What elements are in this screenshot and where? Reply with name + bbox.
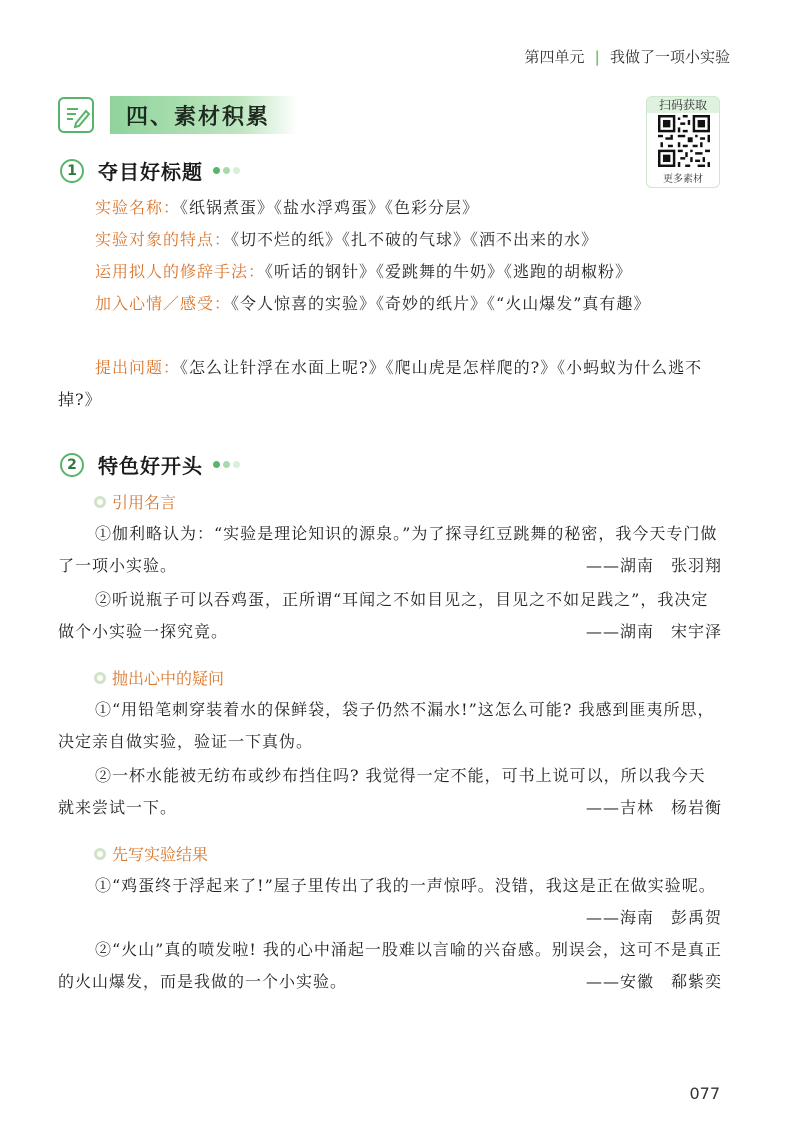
example-text: ②听说瓶子可以吞鸡蛋，正所谓“耳闻之不如目见之，目见之不如足践之”，我决定做个小实验一探究竟。 — [58, 590, 709, 641]
title-row — [58, 288, 722, 320]
number-badge: 2 — [60, 453, 84, 477]
subhead-openings — [60, 450, 240, 479]
attribution: ——湖南 张羽翔 — [585, 556, 722, 575]
example-paragraph — [58, 870, 722, 934]
row-text: 《切不烂的纸》《扎不破的气球》《洒不出来的水》 — [231, 230, 599, 249]
example-paragraph — [58, 518, 722, 582]
example-text: ②“火山”真的喷发啦! 我的心中涌起一股难以言喻的兴奋感。别误会，这可不是真正的火山爆发，而是我做的一个小实验。 — [58, 940, 722, 991]
section-banner — [58, 96, 298, 134]
row-text: 《纸锅煮蛋》《盐水浮鸡蛋》《色彩分层》 — [180, 198, 480, 217]
ring-bullet-icon — [94, 848, 106, 860]
row-label: 实验对象的特点： — [95, 230, 232, 249]
title-row — [58, 192, 722, 224]
category-heading — [94, 666, 224, 689]
attribution: ——海南 彭禹贺 — [585, 908, 722, 927]
attribution: ——安徽 郗紫奕 — [585, 972, 722, 991]
example-text: ②一杯水能被无纺布或纱布挡住吗? 我觉得一定不能，可书上说可以，所以我今天就来尝试一下。 — [58, 766, 706, 817]
ring-bullet-icon — [94, 672, 106, 684]
subhead-title: 夺目好标题 — [98, 160, 203, 184]
page-header — [524, 46, 730, 67]
example-paragraph — [58, 584, 722, 648]
unit-label: 第四单元 — [524, 48, 585, 66]
example-paragraph — [58, 760, 722, 824]
example-text: ①“用铅笔刺穿装着水的保鲜袋，袋子仍然不漏水!”这怎么可能? 我感到匪夷所思，决定亲自做实验，验证一下真伪。 — [58, 700, 715, 751]
row-text: 《令人惊喜的实验》《奇妙的纸片》《“火山爆发”真有趣》 — [231, 294, 651, 313]
title-row — [58, 256, 722, 288]
category-label: 引用名言 — [112, 493, 177, 512]
attribution: ——吉林 杨岩衡 — [585, 798, 722, 817]
lesson-title: 我做了一项小实验 — [609, 48, 730, 66]
attribution: ——湖南 宋宇泽 — [585, 622, 722, 641]
dots-decoration — [213, 461, 240, 468]
example-paragraph — [58, 694, 722, 758]
pencil-note-icon — [58, 97, 94, 133]
qr-code-icon — [658, 115, 710, 167]
row-label: 运用拟人的修辞手法： — [95, 262, 266, 281]
qr-code-box[interactable] — [646, 96, 720, 188]
row-text: 《听话的钢针》《爱跳舞的牛奶》《逃跑的胡椒粉》 — [265, 262, 633, 281]
title-row — [58, 224, 722, 256]
ring-bullet-icon — [94, 496, 106, 508]
category-label: 先写实验结果 — [112, 845, 209, 864]
example-text: ①“鸡蛋终于浮起来了!”屋子里传出了我的一声惊呼。没错，我这是正在做实验呢。 — [95, 876, 716, 895]
row-label: 实验名称： — [95, 198, 181, 217]
row-label: 提出问题： — [95, 358, 181, 377]
category-heading — [94, 842, 208, 865]
number-badge: 1 — [60, 159, 84, 183]
qr-bottom-label: 更多素材 — [663, 174, 703, 185]
section-title: 四、素材积累 — [110, 96, 298, 134]
page-number: 077 — [689, 1084, 720, 1103]
dots-decoration — [213, 167, 240, 174]
category-label: 抛出心中的疑问 — [112, 669, 225, 688]
row-label: 加入心情／感受： — [95, 294, 232, 313]
category-heading — [94, 490, 176, 513]
title-row — [58, 352, 722, 416]
row-text: 《怎么让针浮在水面上呢?》《爬山虎是怎样爬的?》《小蚂蚁为什么逃不掉?》 — [58, 358, 703, 409]
example-text: ①伽利略认为：“实验是理论知识的源泉。”为了探寻红豆跳舞的秘密，我今天专门做了一项小实验。 — [58, 524, 718, 575]
subhead-titles — [60, 156, 240, 185]
example-paragraph — [58, 934, 722, 998]
subhead-title: 特色好开头 — [98, 454, 203, 478]
header-separator: | — [594, 47, 600, 66]
qr-top-label: 扫码获取 — [647, 97, 719, 113]
